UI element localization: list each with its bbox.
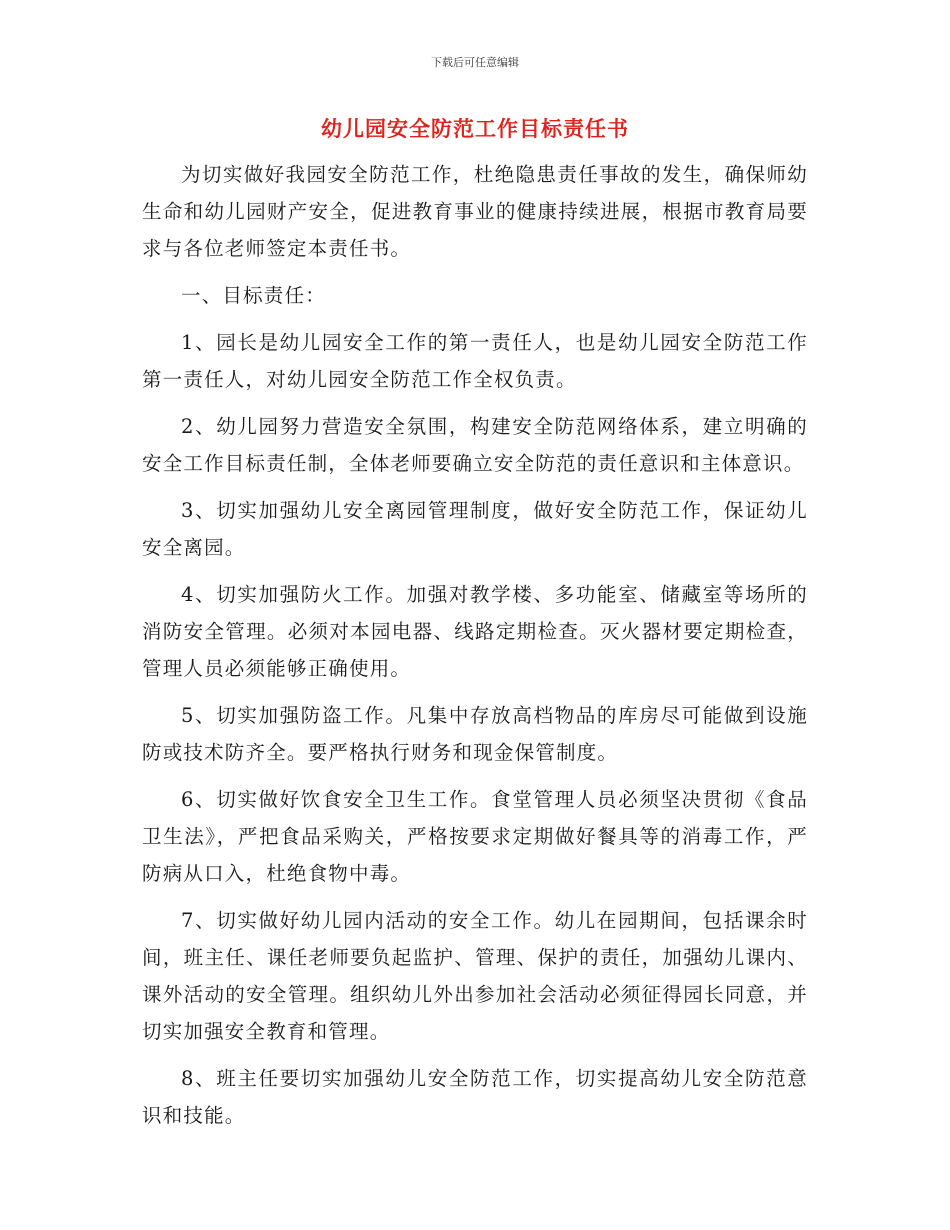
document-body <box>142 156 808 1144</box>
paragraph-item-3: 3、切实加强幼儿安全离园管理制度，做好安全防范工作，保证幼儿安全离园。 <box>142 499 808 559</box>
paragraph-item-5: 5、切实加强防盗工作。凡集中存放高档物品的库房尽可能做到设施防或技术防齐全。要严格执行财务和现金保管制度。 <box>142 704 808 764</box>
document-title: 幼儿园安全防范工作目标责任书 <box>321 117 629 141</box>
paragraph-item-6: 6、切实做好饮食安全卫生工作。食堂管理人员必须坚决贯彻《食品卫生法》，严把食品采购关，严格按要求定期做好餐具等的消毒工作，严防病从口入，杜绝食物中毒。 <box>142 788 808 885</box>
paragraph-intro: 为切实做好我园安全防范工作，杜绝隐患责任事故的发生，确保师幼生命和幼儿园财产安全，促进教育事业的健康持续进展，根据市教育局要求与各位老师签定本责任书。 <box>142 163 808 260</box>
header-note: 下载后可任意编辑 <box>431 56 519 69</box>
paragraph-item-4: 4、切实加强防火工作。加强对教学楼、多功能室、储藏室等场所的消防安全管理。必须对本园电器、线路定期检查。灭火器材要定期检查，管理人员必须能够正确使用。 <box>142 583 808 680</box>
paragraph-item-7: 7、切实做好幼儿园内活动的安全工作。幼儿在园期间，包括课余时间，班主任、课任老师要负起监护、管理、保护的责任，加强幼儿课内、课外活动的安全管理。组织幼儿外出参加社会活动必须征得园长同意，并切实加强安全教育和管理。 <box>142 909 808 1043</box>
section-heading-goals: 一、目标责任： <box>181 284 326 307</box>
paragraph-item-8: 8、班主任要切实加强幼儿安全防范工作，切实提高幼儿安全防范意识和技能。 <box>142 1067 808 1127</box>
paragraph-item-1: 1、园长是幼儿园安全工作的第一责任人，也是幼儿园安全防范工作第一责任人，对幼儿园安全防范工作全权负责。 <box>142 331 808 391</box>
paragraph-item-2: 2、幼儿园努力营造安全氛围，构建安全防范网络体系，建立明确的安全工作目标责任制，全体老师要确立安全防范的责任意识和主体意识。 <box>142 415 808 475</box>
